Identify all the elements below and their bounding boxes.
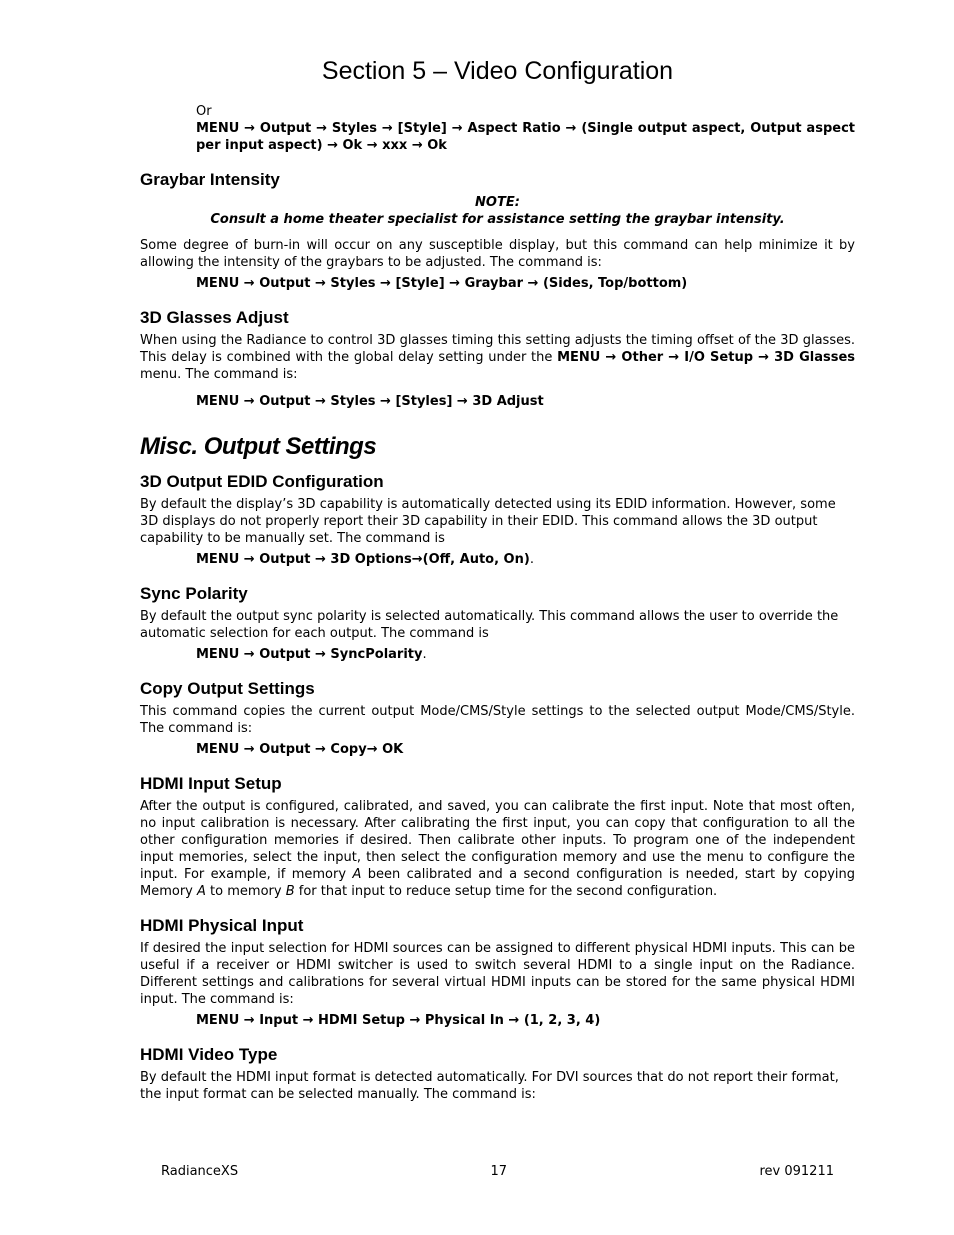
note-label: NOTE: bbox=[475, 195, 520, 210]
page-footer bbox=[161, 1163, 834, 1180]
hdmi-setup-body-c: to memory bbox=[205, 884, 286, 899]
glasses-command: MENU → Output → Styles → [Styles] → 3D Adjust bbox=[196, 394, 544, 409]
hdmi-physical-body: If desired the input selection for HDMI sources can be assigned to different physical HDMI inputs. This can be useful if a receiver or HDMI switcher is used to switch several HDMI to a single input on the Radiance. Different settings and calibrations for several virtual HDMI inputs can be stored for the same physical HDMI input. The command is: bbox=[140, 941, 855, 1007]
edid-command-tail: . bbox=[529, 552, 534, 567]
hdmi-physical-command: MENU → Input → HDMI Setup → Physical In → (1, 2, 3, 4) bbox=[196, 1013, 601, 1028]
sync-heading: Sync Polarity bbox=[140, 584, 248, 603]
footer-page-number: 17 bbox=[490, 1164, 508, 1179]
footer-revision: rev 091211 bbox=[759, 1164, 834, 1179]
hdmi-video-heading: HDMI Video Type bbox=[140, 1045, 278, 1064]
page-title: Section 5 – Video Configuration bbox=[321, 57, 674, 85]
edid-body: By default the display’s 3D capability is automatically detected using its EDID information. However, some 3D displays do not properly report their 3D capability in their EDID. This command allows the 3D output capability to be manually set. The command is bbox=[140, 497, 836, 546]
edid-heading: 3D Output EDID Configuration bbox=[140, 472, 384, 491]
copy-body: This command copies the current output Mode/CMS/Style settings to the selected output Mode/CMS/Style. The command is: bbox=[140, 704, 855, 736]
hdmi-setup-body-b: been calibrated and a second configuration is needed, start by copying Memory bbox=[140, 867, 856, 899]
copy-heading: Copy Output Settings bbox=[140, 679, 315, 698]
edid-command: MENU → Output → 3D Options→(Off, Auto, On) bbox=[196, 552, 530, 567]
edid-command-line bbox=[196, 551, 855, 568]
memory-b-label: B bbox=[285, 884, 295, 899]
graybar-body: Some degree of burn-in will occur on any susceptible display, but this command can help minimize it by allowing the intensity of the graybars to be adjusted. The command is: bbox=[140, 238, 855, 270]
hdmi-setup-heading: HDMI Input Setup bbox=[140, 774, 282, 793]
hdmi-setup-body bbox=[140, 798, 855, 900]
misc-heading: Misc. Output Settings bbox=[140, 433, 377, 460]
aspect-ratio-command: MENU → Output → Styles → [Style] → Aspect Ratio → (Single output aspect, Output aspect per input aspect) → Ok → xxx → Ok bbox=[196, 121, 855, 153]
sync-command-line bbox=[196, 646, 855, 663]
graybar-note bbox=[140, 194, 855, 228]
glasses-body-a: When using the Radiance to control 3D glasses timing this setting adjusts the timing offset of the 3D glasses. This delay is combined with the global delay setting under the bbox=[140, 333, 855, 365]
copy-command: MENU → Output → Copy→ OK bbox=[196, 742, 404, 757]
memory-a-label: A bbox=[352, 867, 362, 882]
graybar-heading: Graybar Intensity bbox=[140, 170, 280, 189]
hdmi-video-body: By default the HDMI input format is detected automatically. For DVI sources that do not report their format, the input format can be selected manually. The command is: bbox=[140, 1070, 839, 1102]
note-text: Consult a home theater specialist for assistance setting the graybar intensity. bbox=[210, 212, 785, 227]
glasses-heading: 3D Glasses Adjust bbox=[140, 308, 289, 327]
sync-body: By default the output sync polarity is selected automatically. This command allows the user to override the automatic selection for each output. The command is bbox=[140, 609, 839, 641]
intro-block bbox=[196, 103, 855, 154]
hdmi-setup-body-a: After the output is configured, calibrated, and saved, you can calibrate the first input. Note that most often, no input calibration is necessary. After calibrating the first input, you can copy that configuration to all the other configuration memories if desired. Then calibrate other inputs. To program one of the independent input memories, select the input, then select the configuration memory and use the menu to configure the input. For example, if memory bbox=[140, 799, 855, 882]
hdmi-setup-body-d: for that input to reduce setup time for the second configuration. bbox=[294, 884, 718, 899]
glasses-body-b: menu. The command is: bbox=[140, 367, 298, 382]
footer-product: RadianceXS bbox=[161, 1164, 239, 1179]
graybar-command: MENU → Output → Styles → [Style] → Graybar → (Sides, Top/bottom) bbox=[196, 276, 688, 291]
sync-command-tail: . bbox=[422, 647, 427, 662]
or-label: Or bbox=[196, 104, 212, 119]
sync-command: MENU → Output → SyncPolarity bbox=[196, 647, 423, 662]
hdmi-physical-heading: HDMI Physical Input bbox=[140, 916, 304, 935]
glasses-body-menu: MENU → Other → I/O Setup → 3D Glasses bbox=[557, 350, 855, 365]
glasses-body bbox=[140, 332, 855, 383]
memory-a-label-2: A bbox=[197, 884, 206, 899]
